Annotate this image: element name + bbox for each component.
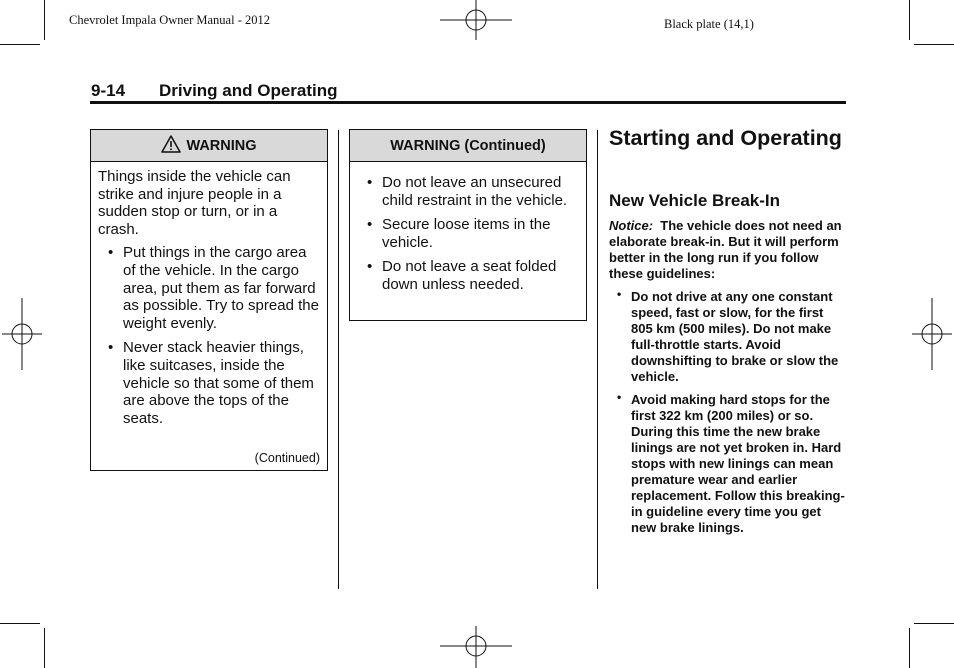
manual-title: Chevrolet Impala Owner Manual - 2012 (69, 13, 270, 27)
registration-crosshair-icon (436, 624, 516, 668)
page-title: Starting and Operating (609, 126, 842, 150)
notice-paragraph (609, 218, 845, 282)
registration-crosshair-icon (910, 296, 954, 372)
warning-list (382, 174, 576, 294)
page-section-heading (91, 81, 338, 101)
notice-text: The vehicle does not need an elaborate break-in. But it will perform better in the long run if you follow these guidelines: (609, 218, 842, 281)
warning-box-continued (349, 129, 587, 321)
warning-header (91, 130, 327, 162)
list-item: • Do not leave an unsecured child restraint in the vehicle. (382, 174, 576, 209)
notice-label: Notice: (609, 218, 654, 233)
warning-triangle-icon (161, 135, 181, 153)
list-item: • Avoid making hard stops for the first 322 km (200 miles) or so. During this time the new brake linings are not yet broken in. Hard stops with new linings can mean premature wear and earlier replacement. Follow this breaking-in guideline every time you get new brake linings. (631, 392, 847, 536)
plate-label: Black plate (14,1) (664, 17, 754, 31)
subsection-title: New Vehicle Break-In (609, 191, 781, 210)
column-divider (338, 130, 339, 589)
continued-label: (Continued) (254, 451, 320, 465)
list-item: • Do not drive at any one constant speed, fast or slow, for the first 805 km (500 miles). Do not make full-throttle starts. Avoid downshifting to brake or slow the vehicle. (631, 289, 847, 385)
registration-crosshair-icon (436, 0, 516, 46)
guideline-list (631, 289, 847, 536)
registration-crosshair-icon (0, 296, 44, 372)
section-title: Driving and Operating (159, 81, 338, 100)
list-item: • Do not leave a seat folded down unless needed. (382, 258, 576, 293)
page-number: 9-14 (91, 81, 126, 100)
warning-box (90, 129, 328, 471)
column-divider (597, 130, 598, 589)
warning-heading: WARNING (186, 138, 257, 154)
warning-body (350, 162, 586, 294)
warning-body (91, 162, 327, 427)
list-item: • Put things in the cargo area of the vehicle. In the cargo area, put them as far forward as possible. Try to spread the weight evenly. (123, 244, 319, 332)
list-item: • Never stack heavier things, like suitcases, inside the vehicle so that some of them are above the tops of the seats. (123, 339, 319, 427)
warning-list (123, 244, 319, 427)
warning-header: WARNING (Continued) (350, 130, 586, 162)
header-rule (90, 101, 846, 104)
list-item: • Secure loose items in the vehicle. (382, 216, 576, 251)
warning-intro: Things inside the vehicle can strike and injure people in a sudden stop or turn, or in a crash. (98, 168, 291, 238)
